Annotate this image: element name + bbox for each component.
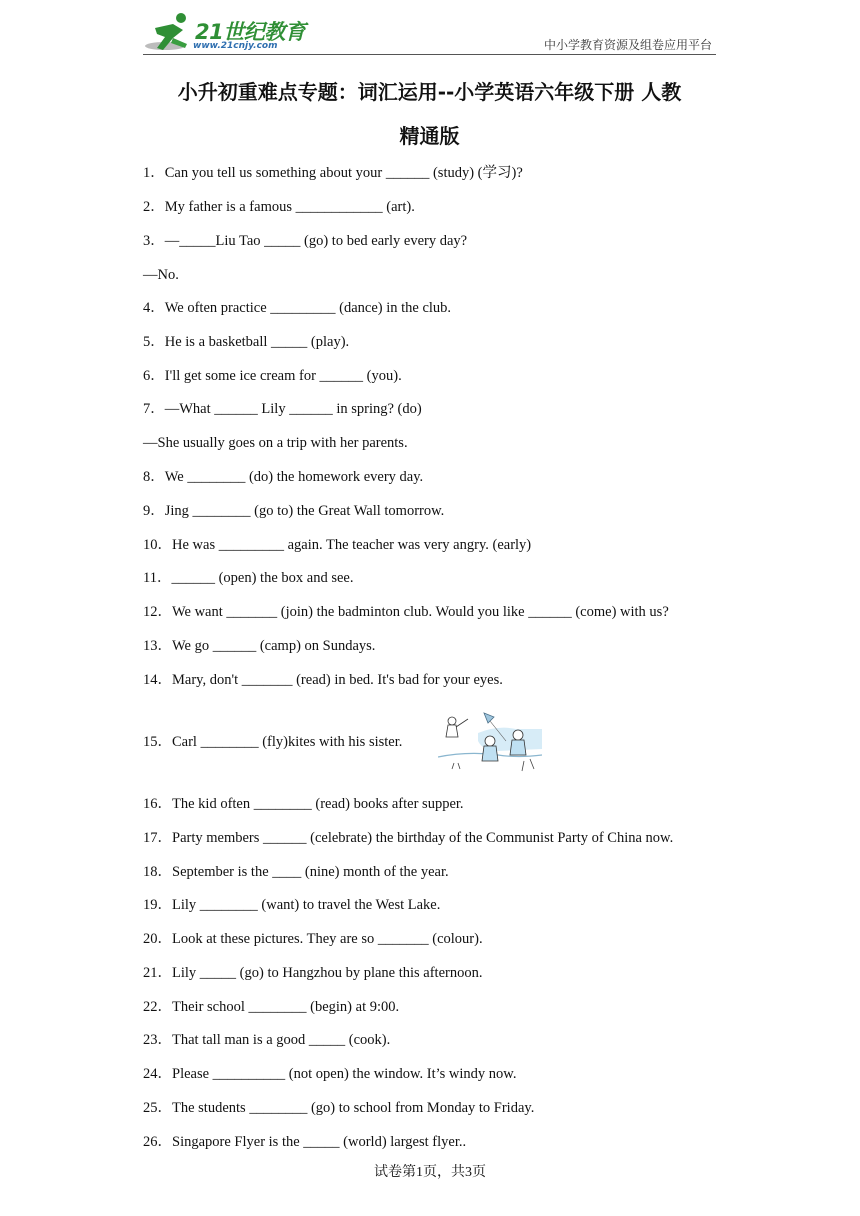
- question-24: 24．Please __________ (not open) the window. It’s windy now.: [143, 1066, 517, 1082]
- question-25: 25．The students ________ (go) to school from Monday to Friday.: [143, 1100, 535, 1116]
- question-2: 2．My father is a famous ____________ (art).: [143, 199, 415, 215]
- question-1: 1．Can you tell us something about your ______ (study) (学习)?: [143, 165, 523, 181]
- logo-url: www.21cnjy.com: [193, 41, 278, 51]
- question-12: 12．We want _______ (join) the badminton club. Would you like ______ (come) with us?: [143, 604, 669, 620]
- answer-7: —She usually goes on a trip with her parents.: [143, 435, 408, 451]
- question-7: 7．—What ______ Lily ______ in spring? (do): [143, 401, 422, 417]
- question-17: 17．Party members ______ (celebrate) the birthday of the Communist Party of China now.: [143, 830, 674, 846]
- question-20: 20．Look at these pictures. They are so _______ (colour).: [143, 931, 483, 947]
- question-15: 15．Carl ________ (fly)kites with his sister.: [143, 734, 403, 750]
- header-divider: [143, 54, 716, 55]
- question-9: 9．Jing ________ (go to) the Great Wall tomorrow.: [143, 503, 445, 519]
- question-22: 22．Their school ________ (begin) at 9:00.: [143, 999, 400, 1015]
- kite-flying-picture: [438, 711, 542, 773]
- question-3: 3．—_____Liu Tao _____ (go) to bed early every day?: [143, 233, 468, 249]
- question-26: 26．Singapore Flyer is the _____ (world) largest flyer..: [143, 1134, 467, 1150]
- question-13: 13．We go ______ (camp) on Sundays.: [143, 638, 376, 654]
- question-18: 18．September is the ____ (nine) month of the year.: [143, 864, 449, 880]
- question-6: 6．I'll get some ice cream for ______ (you).: [143, 368, 402, 384]
- question-16: 16．The kid often ________ (read) books after supper.: [143, 796, 464, 812]
- page-title-line-2: 精通版: [399, 124, 460, 148]
- question-19: 19．Lily ________ (want) to travel the West Lake.: [143, 897, 441, 913]
- question-23: 23．That tall man is a good _____ (cook).: [143, 1032, 391, 1048]
- logo-text: 21世纪教育: [195, 20, 306, 44]
- answer-3: —No.: [143, 267, 179, 283]
- question-11: 11．______ (open) the box and see.: [143, 570, 354, 586]
- question-10: 10．He was _________ again. The teacher was very angry. (early): [143, 537, 532, 553]
- page-header: [143, 10, 716, 55]
- page-title-line-1: 小升初重难点专题：词汇运用--小学英语六年级下册 人教: [177, 80, 682, 104]
- platform-label: 中小学教育资源及组卷应用平台: [543, 38, 712, 52]
- page-footer: 试卷第1页，共3页: [374, 1165, 486, 1180]
- question-21: 21．Lily _____ (go) to Hangzhou by plane this afternoon.: [143, 965, 483, 981]
- question-8: 8．We ________ (do) the homework every day.: [143, 469, 424, 485]
- question-14: 14．Mary, don't _______ (read) in bed. It's bad for your eyes.: [143, 672, 503, 688]
- question-5: 5．He is a basketball _____ (play).: [143, 334, 350, 350]
- question-4: 4．We often practice _________ (dance) in the club.: [143, 300, 452, 316]
